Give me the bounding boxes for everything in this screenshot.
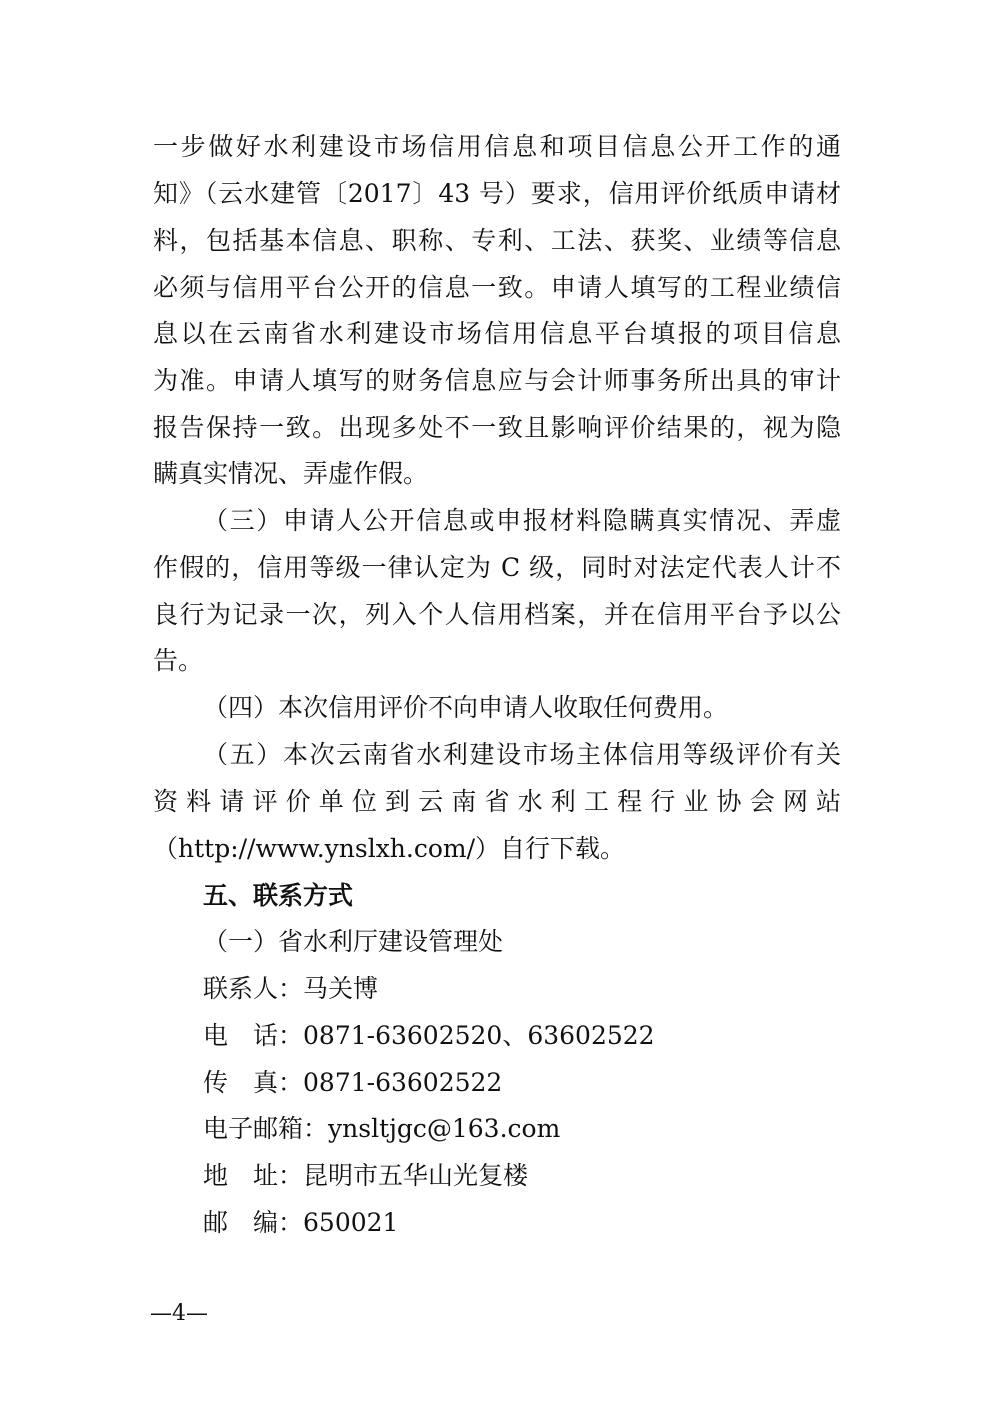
body-text-line: 报告保持一致。出现多处不一致且影响评价结果的，视为隐	[153, 413, 841, 442]
body-text-line: 瞒真实情况、弄虚作假。	[153, 459, 429, 488]
contact-row-email	[203, 1113, 560, 1145]
contact-fax-label: 传 真：	[203, 1068, 304, 1097]
contact-email-value: ynsltjgc@163.com	[328, 1114, 561, 1143]
page-number: —4—	[150, 1301, 208, 1326]
body-text-line: 一步做好水利建设市场信用信息和项目信息公开工作的通	[153, 132, 841, 161]
contact-row-address	[203, 1160, 528, 1192]
contact-postcode-value: 650021	[303, 1208, 399, 1237]
section-heading: 五、联系方式	[203, 881, 354, 910]
contact-row-person	[203, 973, 378, 1005]
body-text-line: 良行为记录一次，列入个人信用档案，并在信用平台予以公	[153, 600, 841, 629]
body-text-line: （http://www.ynslxh.com/）自行下载。	[153, 834, 626, 863]
contact-address-label: 地 址：	[203, 1161, 304, 1190]
body-text-line: 作假的，信用等级一律认定为 C 级，同时对法定代表人计不	[153, 553, 841, 582]
body-text-line: 息以在云南省水利建设市场信用信息平台填报的项目信息	[153, 319, 841, 348]
body-text-line: 必须与信用平台公开的信息一致。申请人填写的工程业绩信	[153, 273, 841, 302]
section-subheading: （一）省水利厅建设管理处	[203, 927, 504, 956]
body-text-line: 料，包括基本信息、职称、专利、工法、获奖、业绩等信息	[153, 226, 841, 255]
contact-postcode-label: 邮 编：	[203, 1208, 304, 1237]
body-text-line: 为准。申请人填写的财务信息应与会计师事务所出具的审计	[153, 366, 841, 395]
body-text-line: （四）本次信用评价不向申请人收取任何费用。	[203, 693, 729, 722]
contact-person-label: 联系人：	[203, 974, 304, 1003]
contact-fax-value: 0871-63602522	[303, 1068, 503, 1097]
contact-row-phone	[203, 1020, 655, 1052]
body-text-line: 资料请评价单位到云南省水利工程行业协会网站	[153, 787, 841, 816]
body-text-line: （五）本次云南省水利建设市场主体信用等级评价有关	[203, 740, 841, 769]
contact-phone-label: 电 话：	[203, 1021, 304, 1050]
contact-address-value: 昆明市五华山光复楼	[303, 1161, 529, 1190]
contact-row-postcode	[203, 1207, 398, 1239]
contact-email-label: 电子邮箱：	[203, 1114, 329, 1143]
body-text-line: 知》（云水建管〔2017〕43 号）要求，信用评价纸质申请材	[153, 179, 841, 208]
body-text-line: 告。	[153, 646, 204, 675]
body-text-line: （三）申请人公开信息或申报材料隐瞒真实情况、弄虚	[203, 506, 841, 535]
contact-phone-value: 0871-63602520、63602522	[303, 1021, 655, 1050]
contact-person-value: 马关博	[303, 974, 379, 1003]
contact-row-fax	[203, 1067, 502, 1099]
